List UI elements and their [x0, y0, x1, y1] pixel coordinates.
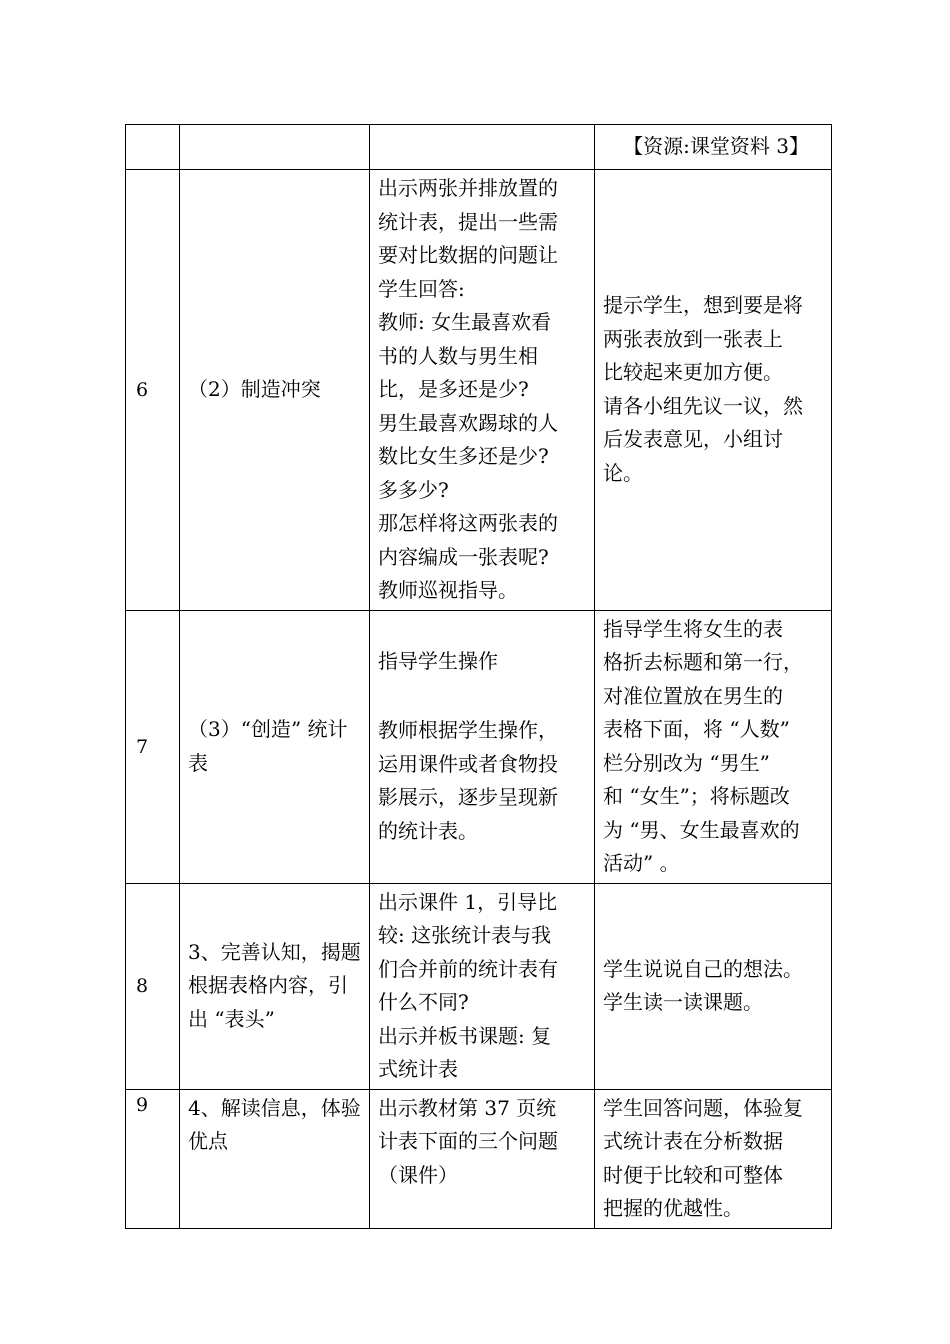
text-line: 学生回答问题，体验复 [603, 1095, 803, 1120]
text-line: 学生回答: [378, 276, 465, 301]
text-line: 指导学生操作 [378, 648, 498, 673]
text-line: 计表下面的三个问题 [378, 1129, 558, 1153]
text-line: 多多少? [378, 477, 449, 502]
text-line: 比，是多还是少? [378, 377, 529, 401]
stage-cell [180, 1089, 370, 1228]
text-line: （课件） [378, 1162, 458, 1187]
teacher-activity-cell [370, 610, 595, 883]
cell-empty [370, 125, 595, 170]
table-row-7 [126, 610, 832, 883]
stage-line: 3、完善认知，揭题 [188, 939, 361, 964]
step-number: 6 [126, 170, 180, 611]
stage-cell [180, 170, 370, 611]
text-line: 男生最喜欢踢球的人 [378, 410, 558, 435]
text-line: 把握的优越性。 [603, 1196, 743, 1220]
text-line: 论。 [603, 460, 643, 485]
table-row-8 [126, 883, 832, 1089]
student-activity-cell [595, 1089, 832, 1228]
stage-line: 优点 [188, 1129, 228, 1153]
text-line: 那怎样将这两张表的 [378, 511, 558, 535]
stage-cell [180, 610, 370, 883]
table-row-9 [126, 1089, 832, 1228]
text-line: 教师: 女生最喜欢看 [378, 310, 552, 334]
cell-empty [126, 125, 180, 170]
spacer [378, 678, 586, 714]
text-line: 指导学生将女生的表 [603, 616, 783, 641]
table-row-resource [126, 125, 832, 170]
text-line: 对准位置放在男生的 [603, 683, 783, 708]
text-line: 教师巡视指导。 [378, 578, 518, 602]
text-line: 式统计表在分析数据 [603, 1129, 783, 1153]
text-line: 要对比数据的问题让 [378, 243, 558, 267]
stage-line: 根据表格内容，引 [188, 973, 348, 998]
text-line: 教师根据学生操作， [378, 718, 558, 743]
stage-line: （2）制造冲突 [188, 377, 321, 401]
stage-line: 出 “表头” [188, 1006, 275, 1031]
lesson-plan-table [125, 124, 832, 1229]
text-line: 比较起来更加方便。 [603, 360, 783, 385]
student-activity-cell [595, 610, 832, 883]
text-line: 的统计表。 [378, 818, 478, 843]
text-line: 影展示，逐步呈现新 [378, 785, 558, 810]
text-line: 统计表，提出一些需 [378, 209, 558, 234]
text-line: 学生说说自己的想法。 [603, 956, 803, 981]
stage-line: 4、解读信息，体验 [188, 1095, 361, 1120]
text-line: 请各小组先议一议，然 [603, 393, 803, 418]
text-line: 书的人数与男生相 [378, 343, 538, 368]
text-line: 运用课件或者食物投 [378, 751, 558, 776]
teacher-activity-cell [370, 883, 595, 1089]
stage-line: 表 [188, 750, 208, 775]
step-number: 8 [126, 883, 180, 1089]
text-line: 栏分别改为 “男生” [603, 750, 770, 775]
text-line: 式统计表 [378, 1057, 458, 1081]
text-line: 较: 这张统计表与我 [378, 923, 552, 947]
text-line: 时便于比较和可整体 [603, 1162, 783, 1187]
step-number: 9 [126, 1089, 180, 1228]
text-line: 们合并前的统计表有 [378, 956, 558, 981]
text-line: 内容编成一张表呢? [378, 544, 549, 569]
stage-line: （3）“创造” 统计 [188, 717, 348, 741]
text-line: 学生读一读课题。 [603, 990, 763, 1014]
step-number: 7 [126, 610, 180, 883]
text-line: 格折去标题和第一行， [603, 650, 803, 674]
text-line: 提示学生，想到要是将 [603, 293, 803, 318]
text-line: 表格下面，将 “人数” [603, 717, 790, 741]
text-line: 出示课件 1，引导比 [378, 889, 558, 914]
text-line: 出示教材第 37 页统 [378, 1095, 557, 1120]
text-line: 和 “女生”；将标题改 [603, 784, 790, 808]
text-line: 两张表放到一张表上 [603, 326, 783, 351]
stage-cell [180, 883, 370, 1089]
student-activity-cell [595, 170, 832, 611]
resource-note: 【资源:课堂资料 3】 [595, 125, 832, 170]
text-line: 为 “男、女生最喜欢的 [603, 817, 800, 842]
cell-empty [180, 125, 370, 170]
text-line: 后发表意见，小组讨 [603, 427, 783, 452]
text-line: 什么不同? [378, 990, 469, 1014]
text-line: 数比女生多还是少? [378, 444, 549, 468]
student-activity-cell [595, 883, 832, 1089]
text-line: 出示并板书课题: 复 [378, 1023, 552, 1048]
table-row-6 [126, 170, 832, 611]
text-line: 出示两张并排放置的 [378, 176, 558, 200]
text-line: 活动” 。 [603, 851, 680, 875]
teacher-activity-cell [370, 1089, 595, 1228]
teacher-activity-cell [370, 170, 595, 611]
